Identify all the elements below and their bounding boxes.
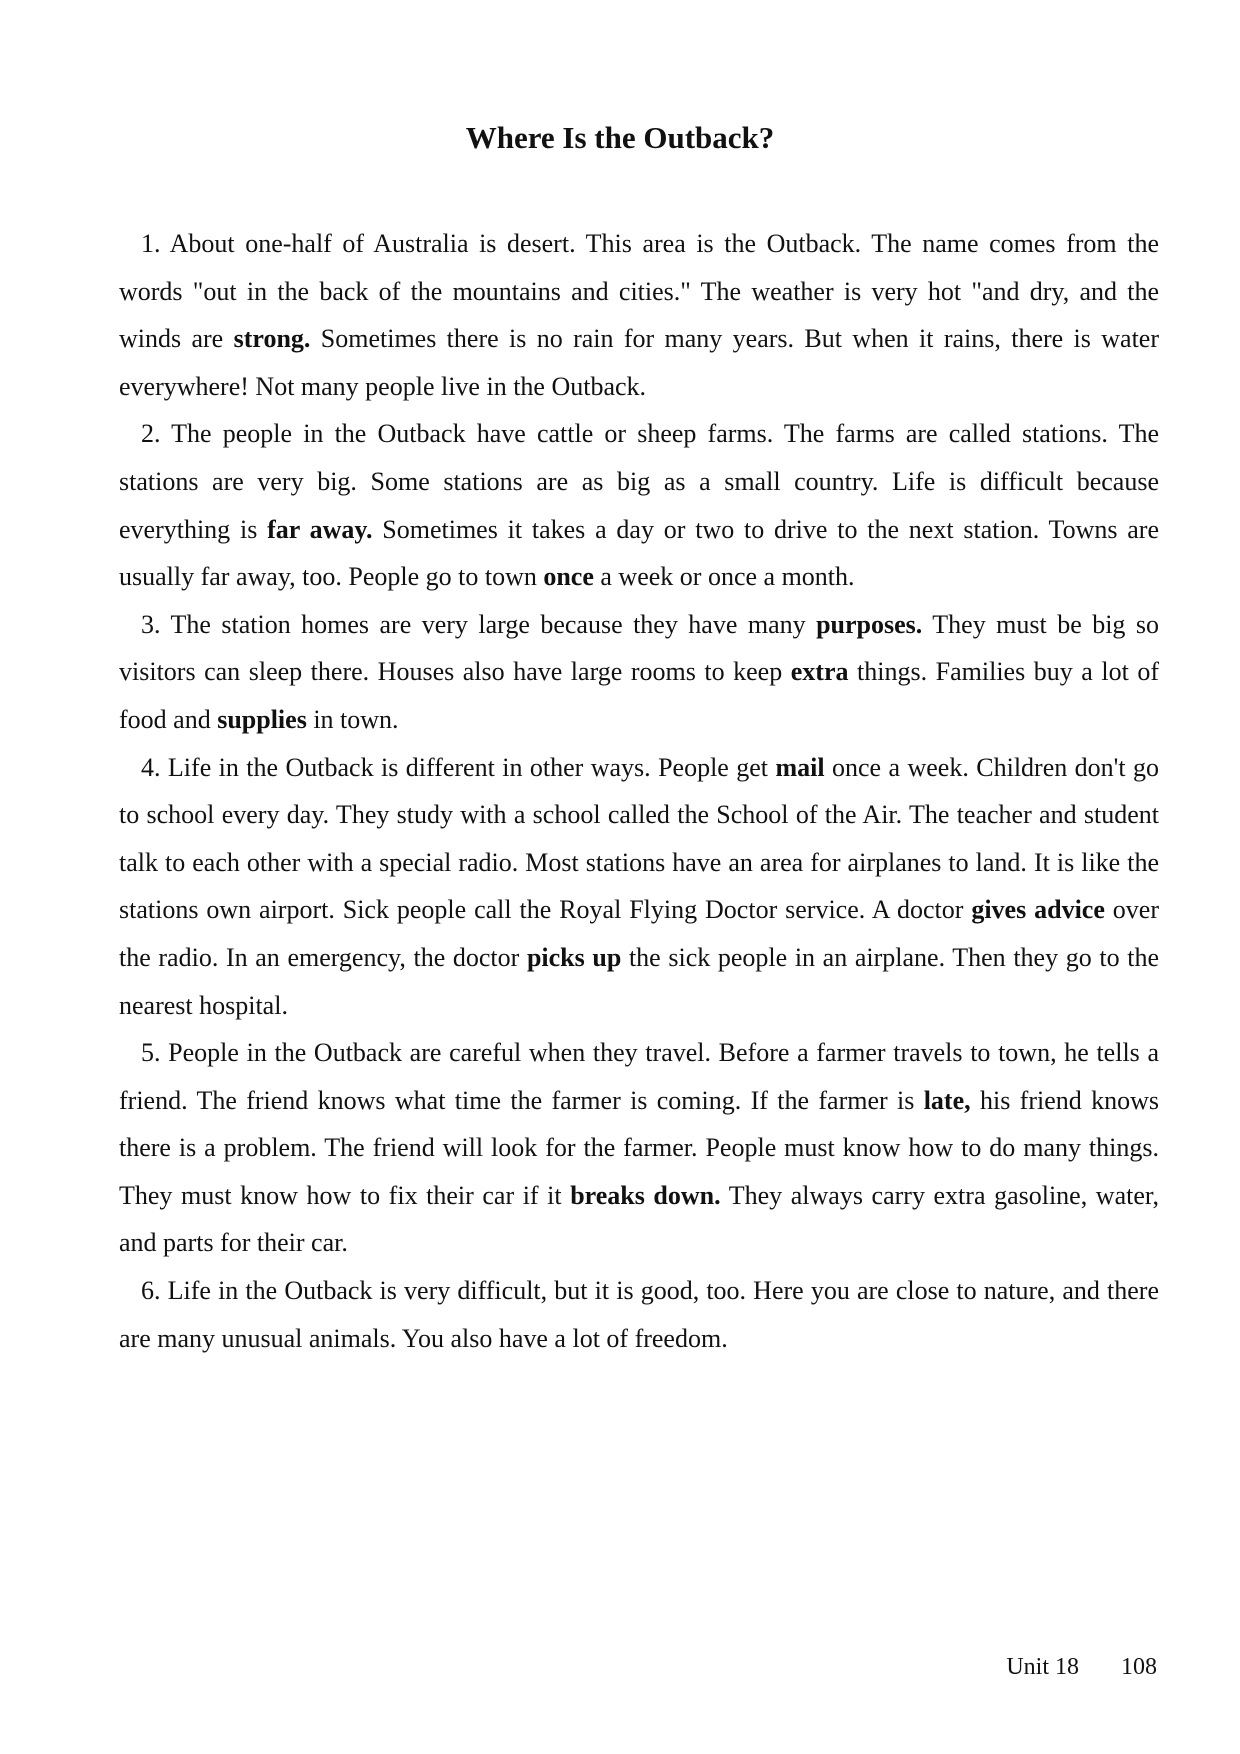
vocabulary-word: strong.	[233, 324, 311, 354]
text-run: They always carry extra gasoline, water, and parts for their car.	[119, 1180, 1159, 1258]
text-run: They must be big so visitors can sleep there. Houses also have large rooms to keep	[119, 609, 1159, 687]
paragraph-4	[119, 744, 1159, 1030]
vocabulary-word: picks up	[526, 942, 622, 972]
text-run: the sick people in an airplane. Then they go to the nearest hospital.	[119, 942, 1159, 1020]
text-run: 5. People in the Outback are careful when they travel. Before a farmer travels to town, he tells a friend. The friend knows what time the farmer is coming. If the farmer is	[119, 1038, 1159, 1115]
text-run: a week or once a month.	[593, 562, 855, 592]
vocabulary-word: gives advice	[971, 895, 1105, 925]
paragraph-6	[119, 1267, 1159, 1362]
paragraph-5	[119, 1029, 1159, 1267]
vocabulary-word: late,	[923, 1085, 971, 1115]
text-run: in town.	[306, 704, 399, 734]
vocabulary-word: far away.	[267, 514, 373, 544]
paragraph-3	[119, 601, 1159, 744]
reading-passage	[119, 220, 1159, 1362]
vocabulary-word: once	[543, 562, 594, 592]
text-run: 3. The station homes are very large because they have many	[141, 609, 817, 639]
page-number: 108	[1121, 1654, 1157, 1680]
text-run: his friend knows there is a problem. The friend will look for the farmer. People must know how to do many things. They must know how to fix their car if it	[119, 1085, 1159, 1210]
unit-label: Unit 18	[1006, 1654, 1079, 1680]
text-run: 6. Life in the Outback is very difficult, but it is good, too. Here you are close to nature, and there are many unusual animals. You also have a lot of freedom.	[119, 1276, 1159, 1353]
vocabulary-word: purposes.	[816, 609, 923, 639]
text-run: things. Families buy a lot of food and	[119, 657, 1160, 734]
text-run: Sometimes there is no rain for many years. But when it rains, there is water everywhere! Not many people live in the Outback.	[119, 324, 1159, 401]
text-run: 1. About one-half of Australia is desert. This area is the Outback. The name comes from the words "out in the back of the mountains and cities." The weather is very hot "and dry, and the winds are	[119, 229, 1159, 354]
vocabulary-word: extra	[790, 657, 849, 687]
page-title: Where Is the Outback?	[465, 120, 775, 155]
text-run: Sometimes it takes a day or two to drive to the next station. Towns are usually far away, too. People go to town	[119, 514, 1160, 592]
paragraph-2	[119, 410, 1159, 600]
text-run: 2. The people in the Outback have cattle or sheep farms. The farms are called stations. The stations are very big. Some stations are as big as a small country. Life is difficult because everything is	[119, 419, 1159, 544]
vocabulary-word: mail	[775, 752, 825, 782]
page-footer	[1006, 1652, 1157, 1682]
text-run: once a week. Children don't go to school every day. They study with a school called the School of the Air. The teacher and student talk to each other with a special radio. Most stations have an area for airplanes to land. It is like the stations own airport. Sick people call the Royal Flying Doctor service. A doctor	[119, 752, 1160, 925]
text-run: over the radio. In an emergency, the doctor	[119, 895, 1159, 972]
vocabulary-word: breaks down.	[570, 1180, 721, 1210]
vocabulary-word: supplies	[217, 704, 307, 734]
text-run: 4. Life in the Outback is different in other ways. People get	[141, 752, 776, 782]
paragraph-1	[119, 220, 1159, 410]
